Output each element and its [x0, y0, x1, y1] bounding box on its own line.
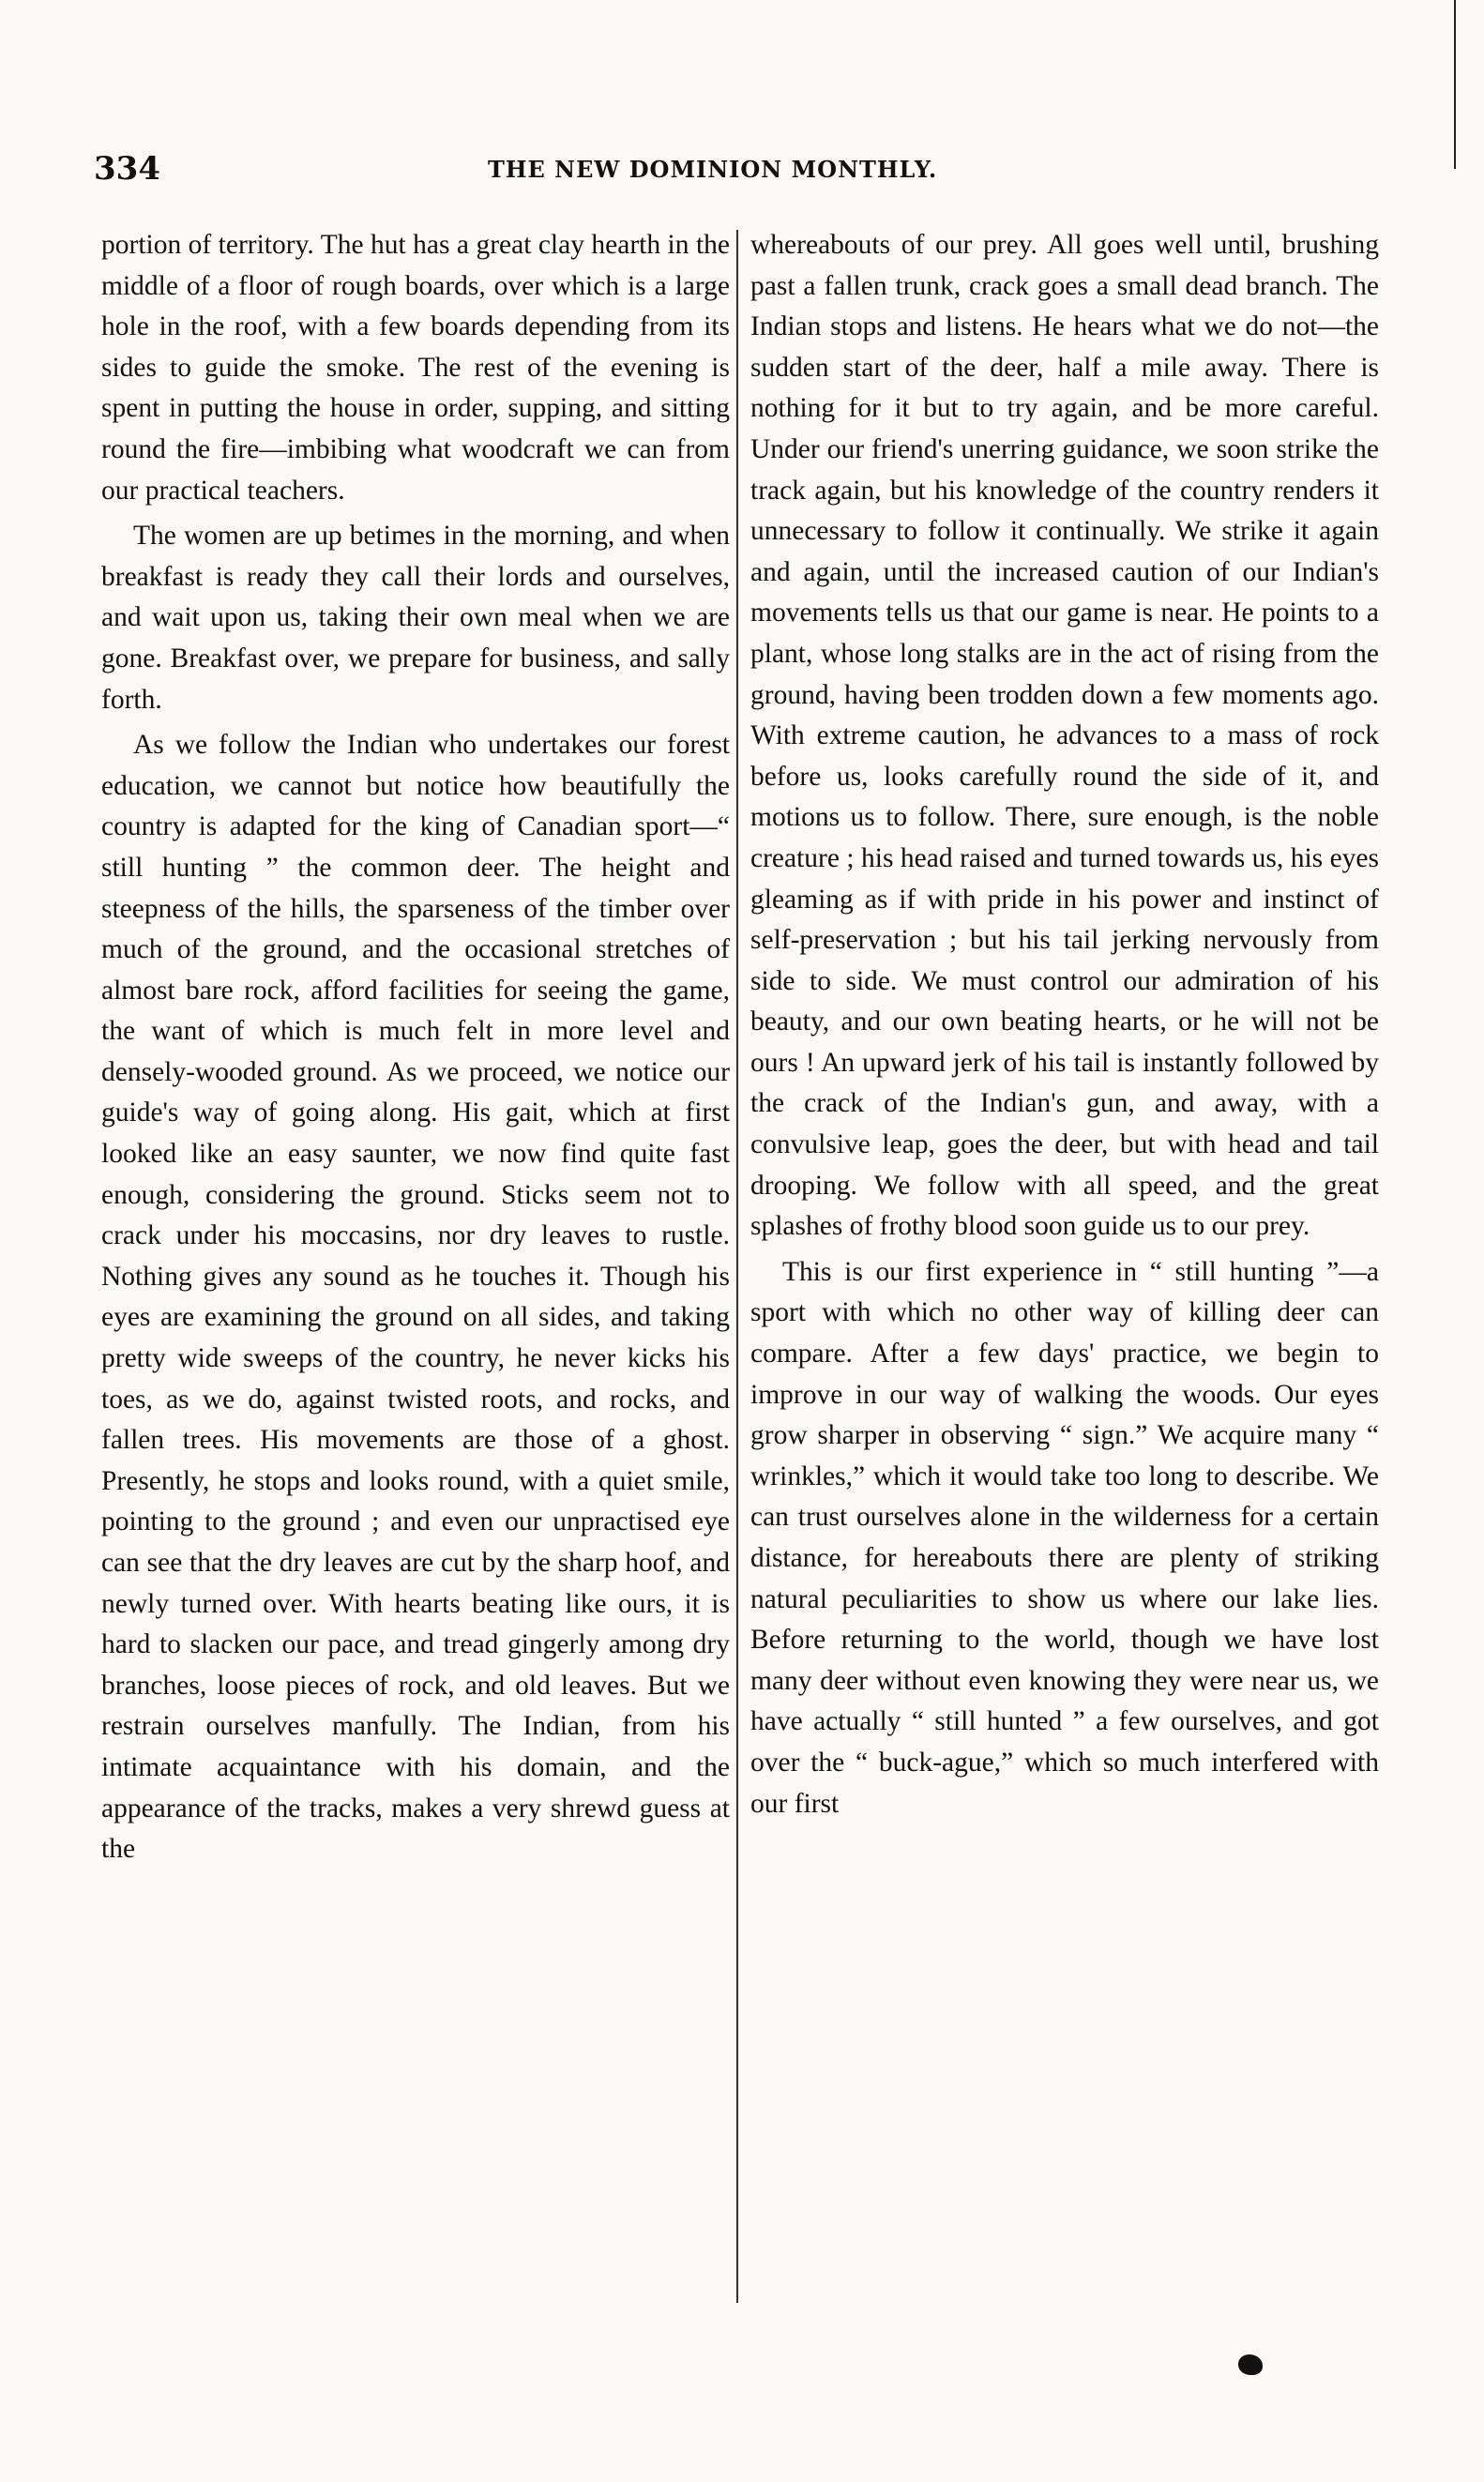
page-header [94, 150, 1360, 197]
paragraph: This is our first experience in “ still hunting ”—a sport with which no other way of killing deer can compare. After a few days' practice, we begin to improve in our way of walking the woods. Our eyes grow sharper in observing “ sign.” We acquire many “ wrinkles,” which it would take too long to describe. We can trust ourselves alone in the wilderness for a certain distance, for hereabouts there are plenty of striking natural peculiarities to show us where our lake lies. Before returning to the world, though we have lost many deer without even knowing they were near us, we have actually “ still hunted ” a few ourselves, and got over the “ buck-ague,” which so much interfered with our first [750, 1256, 1379, 1819]
ink-blot-mark [1238, 2354, 1263, 2375]
page-edge-rule [1454, 0, 1456, 169]
column-divider [736, 230, 738, 2303]
left-column [101, 225, 730, 1870]
right-column [750, 225, 1379, 1824]
running-head: THE NEW DOMINION MONTHLY. [488, 156, 938, 183]
paragraph: whereabouts of our prey. All goes well until, brushing past a fallen trunk, crack goes a small dead branch. The Indian stops and listens. He hears what we do not—the sudden start of the deer, half a mile away. There is nothing for it but to try again, and be more careful. Under our friend's unerring guidance, we soon strike the track again, but his knowledge of the country renders it unnecessary to follow it continually. We strike it again and again, until the increased caution of our Indian's movements tells us that our game is near. He points to a plant, whose long stalks are in the act of rising from the ground, having been trodden down a few moments ago. With extreme caution, he advances to a mass of rock before us, looks carefully round the side of it, and motions us to follow. There, sure enough, is the noble creature ; his head raised and turned towards us, his eyes gleaming as if with pride in his power and instinct of self-preservation ; but his tail jerking nervously from side to side. We must control our admiration of his beauty, and our own beating hearts, or he will not be ours ! An upward jerk of his tail is instantly followed by the crack of the Indian's gun, and away, with a convulsive leap, goes the deer, but with head and tail drooping. We follow with all speed, and the great splashes of frothy blood soon guide us to our prey. [750, 230, 1379, 1242]
page-number: 334 [94, 150, 160, 188]
paragraph: The women are up betimes in the morning, and when breakfast is ready they call their lords and ourselves, and wait upon us, taking their own meal when we are gone. Breakfast over, we prepare for business, and sally forth. [101, 521, 730, 715]
paragraph: portion of territory. The hut has a great clay hearth in the middle of a floor of rough boards, over which is a large hole in the roof, with a few boards depending from its sides to guide the smoke. The rest of the evening is spent in putting the house in order, supping, and sitting round the fire—imbibing what woodcraft we can from our practical teachers. [101, 230, 730, 506]
paragraph: As we follow the Indian who undertakes our forest education, we cannot but notice how beautifully the country is adapted for the king of Canadian sport—“ still hunting ” the common deer. The height and steepness of the hills, the sparseness of the timber over much of the ground, and the occasional stretches of almost bare rock, afford facilities for seeing the game, the want of which is much felt in more level and densely-wooded ground. As we proceed, we notice our guide's way of going along. His gait, which at first looked like an easy saunter, we now find quite fast enough, considering the ground. Sticks seem not to crack under his moccasins, nor dry leaves to rustle. Nothing gives any sound as he touches it. Though his eyes are examining the ground on all sides, and taking pretty wide sweeps of the country, he never kicks his toes, as we do, against twisted roots, and rocks, and fallen trees. His movements are those of a ghost. Presently, he stops and looks round, with a quiet smile, pointing to the ground ; and even our unpractised eye can see that the dry leaves are cut by the sharp hoof, and newly turned over. With hearts beating like ours, it is hard to slacken our pace, and tread gingerly among dry branches, loose pieces of rock, and old leaves. But we restrain ourselves manfully. The Indian, from his intimate acquaintance with his domain, and the appearance of the tracks, makes a very shrewd guess at the [101, 730, 730, 1865]
